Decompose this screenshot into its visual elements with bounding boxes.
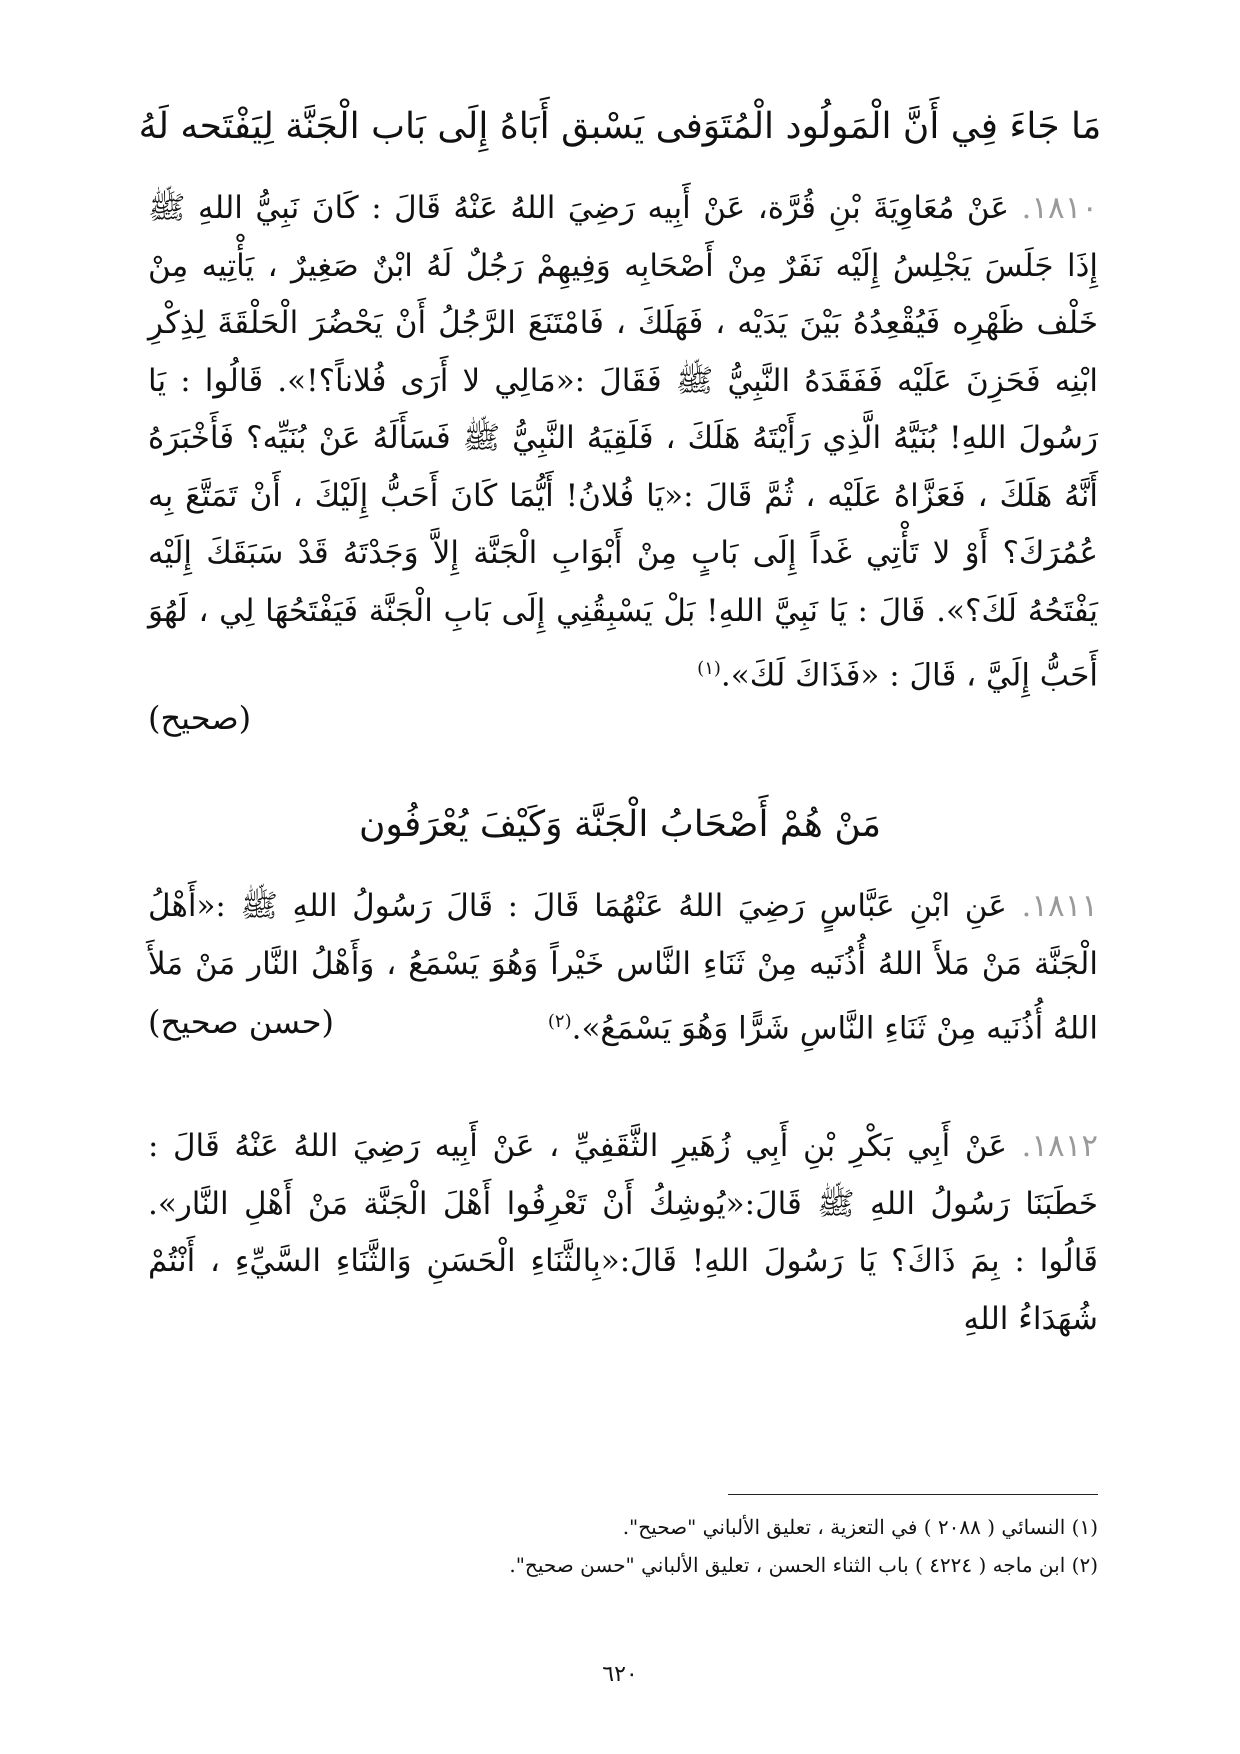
hadith-number: ١٨١١. <box>1021 888 1099 924</box>
section-heading-people-of-paradise: مَنْ هُمْ أَصْحَابُ الْجَنَّة وَكَيْفَ يُعْرَفُون <box>358 804 882 845</box>
footnote-2: (٢) ابن ماجه ( ٤٢٢٤ ) باب الثناء الحسن ، تعليق الألباني "حسن صحيح". <box>509 1553 1098 1577</box>
hadith-grade: (حسن صحيح) <box>148 1003 334 1041</box>
hadith-number: ١٨١٢. <box>1021 1128 1098 1164</box>
hadith-text: عَنْ مُعَاوِيَةَ بْنِ قُرَّة، عَنْ أَبِيه رَضِيَ اللهُ عَنْهُ قَالَ : كَانَ نَبِيُّ اللهِ ﷺ إِذَا جَلَسَ يَجْلِسُ إِلَيْه نَفَرٌ مِنْ أَصْحَابِه وَفِيهِمْ رَجُلٌ لَهُ ابْنٌ صَغِيرٌ ، يَأْتِيه مِنْ خَلْف ظَهْرِه فَيُقْعِدُهُ بَيْنَ يَدَيْه ، فَهَلَكَ ، فَامْتَنَعَ الرَّجُلُ أَنْ يَحْضُرَ الْحَلْقَةَ لِذِكْرِ ابْنِه فَحَزِنَ عَلَيْه فَفَقَدَهُ النَّبِيُّ ﷺ فَقَالَ :«مَالِي لا أَرَى فُلاناً؟!». قَالُوا : يَا رَسُولَ اللهِ! بُنَيَّهُ الَّذِي رَأَيْتَهُ هَلَكَ ، فَلَقِيَهُ النَّبِيُّ ﷺ فَسَأَلَهُ عَنْ بُنَيِّه؟ فَأَخْبَرَهُ أَنَّهُ هَلَكَ ، فَعَزَّاهُ عَلَيْه ، ثُمَّ قَالَ :«يَا فُلانُ! أَيُّمَا كَانَ أَحَبُّ إِلَيْكَ ، أَنْ تَمَتَّعَ بِه عُمُرَكَ؟ أَوْ لا تَأْتِي غَداً إِلَى بَابٍ مِنْ أَبْوَابِ الْجَنَّة إِلاَّ وَجَدْتَهُ قَدْ سَبَقَكَ إِلَيْه يَفْتَحُهُ لَكَ؟». قَالَ : يَا نَبِيَّ اللهِ! بَلْ يَسْبِقُنِي إِلَى بَابِ الْجَنَّة فَيَفْتَحُهَا لِي ، لَهُوَ أَحَبُّ إِلَيَّ ، قَالَ : <box>148 190 1098 694</box>
footnote-divider <box>728 1494 1098 1495</box>
hadith-number: ١٨١٠. <box>1021 190 1099 226</box>
hadith-ending: «فَذَاكَ لَكَ». <box>720 657 880 694</box>
hadith-text: عَنِ ابْنِ عَبَّاسٍ رَضِيَ اللهُ عَنْهُمَا قَالَ : قَالَ رَسُولُ اللهِ ﷺ :«أَهْلُ الْجَنَّة مَنْ مَلأَ اللهُ أُذُنَيه مِنْ ثَنَاءِ النَّاس خَيْراً وَهُوَ يَسْمَعُ ، وَأَهْلُ النَّار مَنْ مَلأَ اللهُ أُذُنَيه مِنْ ثَنَاءِ النَّاسِ شَرًّا وَهُوَ يَسْمَعُ». <box>148 888 1098 1047</box>
hadith-1812 <box>148 1118 1098 1348</box>
page-number: ٦٢٠ <box>602 1662 638 1687</box>
section-heading-deceased-child: مَا جَاءَ فِي أَنَّ الْمَولُود الْمُتَوَفى يَسْبق أَبَاهُ إِلَى بَاب الْجَنَّة لِيَفْتَحه لَهُ <box>138 106 1102 147</box>
footnote-1: (١) النسائي ( ٢٠٨٨ ) في التعزية ، تعليق الألباني "صحيح". <box>622 1515 1098 1539</box>
footnote-ref: (٢) <box>547 1011 572 1032</box>
hadith-grade: (صحيح) <box>148 699 252 737</box>
footnote-ref: (١) <box>697 658 721 679</box>
hadith-1810 <box>148 180 1098 705</box>
hadith-text: عَنْ أَبِي بَكْرِ بْنِ أَبِي زُهَيرِ الثَّقَفِيِّ ، عَنْ أَبِيه رَضِيَ اللهُ عَنْهُ قَالَ : خَطَبَنَا رَسُولُ اللهِ ﷺ قَالَ:«يُوشِكُ أَنْ تَعْرِفُوا أَهْلَ الْجَنَّة مَنْ أَهْلِ النَّار». قَالُوا : بِمَ ذَاكَ؟ يَا رَسُولَ اللهِ! قَالَ:«بِالثَّنَاءِ الْحَسَنِ وَالثَّنَاءِ السَّيِّءِ ، أَنْتُمْ شُهَدَاءُ اللهِ <box>148 1128 1098 1337</box>
